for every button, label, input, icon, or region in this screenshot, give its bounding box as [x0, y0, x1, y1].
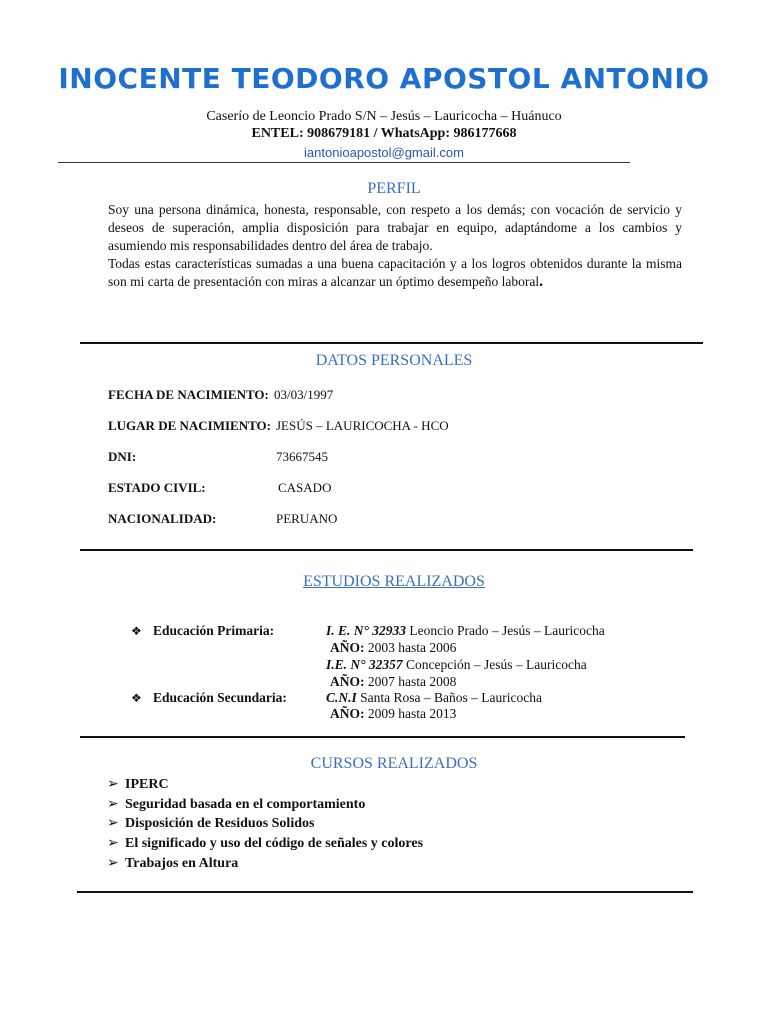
school-2-year-label: AÑO:	[330, 674, 365, 689]
school-1-years	[330, 640, 456, 656]
birthplace-label: LUGAR DE NACIMIENTO:	[108, 418, 271, 433]
school-1-year-label: AÑO:	[330, 640, 365, 655]
cursos-list	[107, 776, 587, 876]
section-divider-3	[80, 736, 685, 738]
estudios-title	[0, 573, 768, 591]
school-1-code: I. E. N° 32933	[326, 623, 407, 638]
header-divider	[58, 162, 630, 163]
course-3: Disposición de Residuos Solidos	[125, 816, 315, 831]
school-3-code: C.N.I	[326, 690, 357, 705]
datos-title	[0, 352, 768, 370]
school-2-code: I.E. N° 32357	[326, 657, 403, 672]
perfil-paragraph-2	[108, 255, 682, 291]
bullet-secundaria: ❖	[131, 691, 142, 705]
school-3-name: Santa Rosa – Baños – Lauricocha	[356, 690, 542, 705]
phone-numbers: ENTEL: 908679181 / WhatsApp: 986177668	[251, 126, 517, 141]
school-3-years	[330, 706, 456, 722]
school-3-year-label: AÑO:	[330, 706, 365, 721]
school-2-name: Concepción – Jesús – Lauricocha	[402, 657, 587, 672]
cursos-title	[0, 755, 768, 773]
perfil-paragraph-2-text: Todas estas características sumadas a una buena capacitación y a los logros obtenidos durante la misma son mi carta de presentación con miras a alcanzar un óptimo desempeño laboral	[108, 256, 682, 289]
datos-title-text: DATOS PERSONALES	[315, 352, 473, 369]
school-3	[326, 690, 542, 706]
address: Caserío de Leoncio Prado S/N – Jesús – Lauricocha – Huánuco	[206, 109, 562, 124]
course-4: El significado y uso del código de señales y colores	[125, 836, 424, 851]
section-divider-2	[80, 549, 693, 551]
arrow-icon: ➢	[107, 856, 119, 871]
school-2-years-text: 2007 hasta 2008	[364, 674, 457, 689]
list-item	[107, 855, 238, 872]
school-2	[326, 657, 587, 673]
nationality-label: NACIONALIDAD:	[108, 511, 217, 526]
school-1	[326, 623, 605, 639]
course-2: Seguridad basada en el comportamiento	[125, 797, 366, 812]
course-5: Trabajos en Altura	[125, 856, 239, 871]
birthplace-value: JESÚS – LAURICOCHA - HCO	[276, 418, 449, 433]
section-divider-4	[77, 891, 693, 893]
perfil-text	[108, 201, 682, 291]
dob-value: 03/03/1997	[274, 387, 334, 402]
school-1-name: Leoncio Prado – Jesús – Lauricocha	[406, 623, 605, 638]
list-item	[107, 815, 314, 832]
estudios-title-text: ESTUDIOS REALIZADOS	[303, 573, 485, 590]
candidate-name: INOCENTE TEODORO APOSTOL ANTONIO	[58, 62, 710, 95]
dob-label: FECHA DE NACIMIENTO:	[108, 387, 269, 402]
arrow-icon: ➢	[107, 797, 119, 812]
perfil-period: .	[539, 273, 544, 290]
school-2-years	[330, 674, 456, 690]
school-3-years-text: 2009 hasta 2013	[364, 706, 457, 721]
arrow-icon: ➢	[107, 816, 119, 831]
arrow-icon: ➢	[107, 777, 119, 792]
school-1-years-text: 2003 hasta 2006	[364, 640, 457, 655]
arrow-icon: ➢	[107, 836, 119, 851]
nationality-value: PERUANO	[276, 511, 338, 526]
dni-value: 73667545	[276, 449, 328, 464]
list-item	[107, 776, 169, 793]
list-item	[107, 835, 423, 852]
course-1: IPERC	[125, 777, 169, 792]
section-divider-1	[80, 342, 703, 344]
perfil-paragraph-1: Soy una persona dinámica, honesta, responsable, con respeto a los demás; con vocación de servicio y deseos de superación, amplia disposición para trabajar en equipo, adaptándome a los cambios y asumiendo mis responsabilidades dentro del área de trabajo.	[108, 202, 682, 253]
civil-status-value: CASADO	[278, 480, 332, 495]
bullet-primaria: ❖	[131, 624, 142, 638]
perfil-title	[0, 180, 768, 198]
cursos-title-text: CURSOS REALIZADOS	[310, 755, 478, 772]
secundaria-label: Educación Secundaria:	[153, 690, 287, 705]
list-item	[107, 796, 365, 813]
civil-status-label: ESTADO CIVIL:	[108, 480, 206, 495]
primaria-label: Educación Primaria:	[153, 623, 275, 638]
email-link[interactable]: iantonioapostol@gmail.com	[304, 145, 464, 160]
perfil-title-text: PERFIL	[367, 180, 421, 197]
dni-label: DNI:	[108, 449, 137, 464]
